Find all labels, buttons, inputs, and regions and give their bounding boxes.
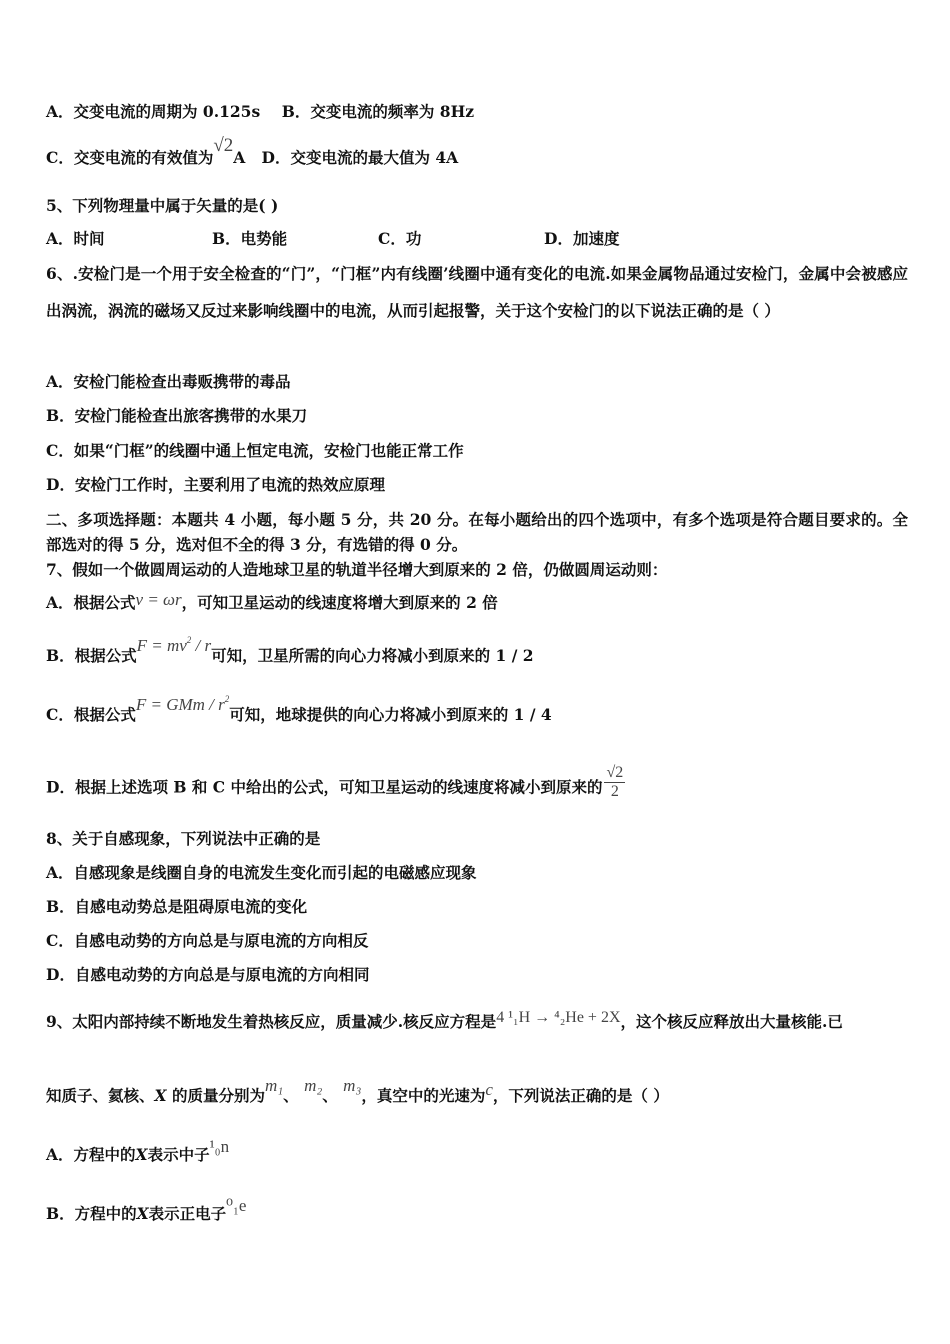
nuclear-equation: 4 ¹₁H → ⁴₂He + 2X bbox=[496, 1009, 621, 1026]
q4-option-b: B．交变电流的频率为 8Hz bbox=[281, 102, 475, 121]
q5-option-d: D．加速度 bbox=[544, 229, 620, 248]
q7-option-c-text: 可知，地球提供的向心力将减小到原来的 1 / 4 bbox=[229, 705, 552, 724]
q5-stem: 5、下列物理量中属于矢量的是( ) bbox=[46, 196, 279, 215]
q7-stem: 7、假如一个做圆周运动的人造地球卫星的轨道半径增大到原来的 2 倍，仍做圆周运动则： bbox=[46, 560, 668, 579]
section-2-header: 二、多项选择题：本题共 4 小题，每小题 5 分，共 20 分。在每小题给出的四个选项中，有多个选项是符合题目要求的。全部选对的得 5 分，选对但不全的得 3 分，有选错的得 0 分。 bbox=[46, 510, 908, 554]
q6-option-c: C．如果“门框”的线圈中通上恒定电流，安检门也能正常工作 bbox=[46, 441, 464, 460]
q8-option-a: A．自感现象是线圈自身的电流发生变化而引起的电磁感应现象 bbox=[46, 863, 477, 882]
q5-options bbox=[46, 229, 710, 249]
q6-stem: 6、.安检门是一个用于安全检查的“门”，“门框”内有线圈’线圈中通有变化的电流.如果金属物品通过安检门，金属中会被感应出涡流，涡流的磁场又反过来影响线圈中的电流，从而引起报警，关于这个安检门的以下说法正确的是（ ） bbox=[46, 264, 908, 320]
formula-sup-2: 2 bbox=[186, 635, 192, 645]
q9-option-b-text: 表示正电子 bbox=[148, 1204, 227, 1223]
q9-option-a-prefix: A．方程中的 bbox=[46, 1145, 136, 1164]
positron-symbol: ⁰₁e bbox=[226, 1196, 247, 1215]
fraction-sqrt2-over-2 bbox=[604, 764, 625, 801]
q7-option-a-text: ，可知卫星运动的线速度将增大到原来的 2 倍 bbox=[181, 593, 498, 612]
formula-sup-2b: 2 bbox=[224, 694, 230, 704]
fraction-numerator: √2 bbox=[606, 764, 624, 781]
q9-line2-prefix: 知质子、氦核、 bbox=[46, 1086, 155, 1105]
q7-option-c bbox=[46, 694, 552, 725]
q9-stem-suffix: ，这个核反应释放出大量核能.已 bbox=[620, 1012, 843, 1031]
q6-option-d: D．安检门工作时，主要利用了电流的热效应原理 bbox=[46, 475, 385, 494]
formula-gmm-part: F = GMm / r bbox=[135, 695, 225, 714]
sqrt2-math: √2 bbox=[213, 135, 234, 156]
sep-1: 、 bbox=[283, 1086, 299, 1105]
formula-over-r-part: / r bbox=[195, 636, 212, 655]
q8-option-b: B．自感电动势总是阻碍原电流的变化 bbox=[46, 897, 308, 916]
q4-options-ab bbox=[46, 102, 474, 122]
q7-option-b-text: 可知，卫星所需的向心力将减小到原来的 1 / 2 bbox=[211, 646, 534, 665]
mass-m3: m₃ bbox=[343, 1076, 362, 1095]
q9-option-b-prefix: B．方程中的 bbox=[46, 1204, 137, 1223]
mass-m2: m₂ bbox=[304, 1076, 323, 1095]
q9-stem-line2 bbox=[46, 1076, 669, 1106]
symbol-c: c bbox=[485, 1080, 493, 1099]
q8-stem: 8、关于自感现象，下列说法中正确的是 bbox=[46, 829, 321, 848]
q6-option-a: A．安检门能检查出毒贩携带的毒品 bbox=[46, 372, 291, 391]
neutron-symbol: ¹₀n bbox=[209, 1137, 230, 1156]
fraction-denominator: 2 bbox=[610, 783, 619, 800]
q4-option-d: D．交变电流的最大值为 4A bbox=[261, 148, 459, 167]
formula-f-mv2-r bbox=[137, 636, 212, 655]
q7-option-b bbox=[46, 635, 534, 666]
q8-option-c: C．自感电动势的方向总是与原电流的方向相反 bbox=[46, 931, 369, 950]
q9-stem-prefix: 9、太阳内部持续不断地发生着热核反应，质量减少.核反应方程是 bbox=[46, 1012, 497, 1031]
q5-option-c: C．功 bbox=[378, 229, 422, 248]
q9-line2-suffix: ，下列说法正确的是（ ） bbox=[492, 1086, 669, 1105]
q9-option-a-x: X bbox=[135, 1145, 148, 1164]
q6-option-b: B．安检门能检查出旅客携带的水果刀 bbox=[46, 406, 308, 425]
q7-option-d-text: D．根据上述选项 B 和 C 中给出的公式，可知卫星运动的线速度将减小到原来的 bbox=[46, 777, 603, 797]
q9-line2-mid: 的质量分别为 bbox=[166, 1086, 265, 1105]
q9-option-b bbox=[46, 1196, 247, 1224]
q4-option-c-unit: A bbox=[233, 148, 246, 167]
q4-option-c: C．交变电流的有效值为 bbox=[46, 148, 214, 167]
formula-v-omega-r: v = ωr bbox=[135, 590, 182, 609]
q4-option-a: A．交变电流的周期为 0.125s bbox=[46, 102, 261, 121]
sep-2: 、 bbox=[322, 1086, 338, 1105]
q9-stem-line1 bbox=[46, 1009, 843, 1033]
q8-option-d: D．自感电动势的方向总是与原电流的方向相同 bbox=[46, 965, 370, 984]
q7-option-c-prefix: C．根据公式 bbox=[46, 705, 136, 724]
formula-f-mv-part: F = mv bbox=[136, 636, 187, 655]
q9-option-a-text: 表示中子 bbox=[147, 1145, 210, 1164]
mass-m1: m₁ bbox=[264, 1076, 284, 1095]
q9-option-a bbox=[46, 1137, 230, 1165]
formula-f-gmm-r2 bbox=[136, 695, 229, 714]
q9-line2-c-prefix: ，真空中的光速为 bbox=[361, 1086, 486, 1105]
q7-option-a bbox=[46, 590, 498, 613]
q5-option-a: A．时间 bbox=[46, 229, 105, 248]
q7-option-a-prefix: A．根据公式 bbox=[46, 593, 136, 612]
q7-option-d bbox=[46, 764, 625, 807]
q9-option-b-x: X bbox=[136, 1204, 149, 1223]
q5-option-b: B．电势能 bbox=[212, 229, 288, 248]
q4-options-cd bbox=[46, 135, 459, 168]
q7-option-b-prefix: B．根据公式 bbox=[46, 646, 137, 665]
symbol-x: X bbox=[154, 1086, 167, 1105]
